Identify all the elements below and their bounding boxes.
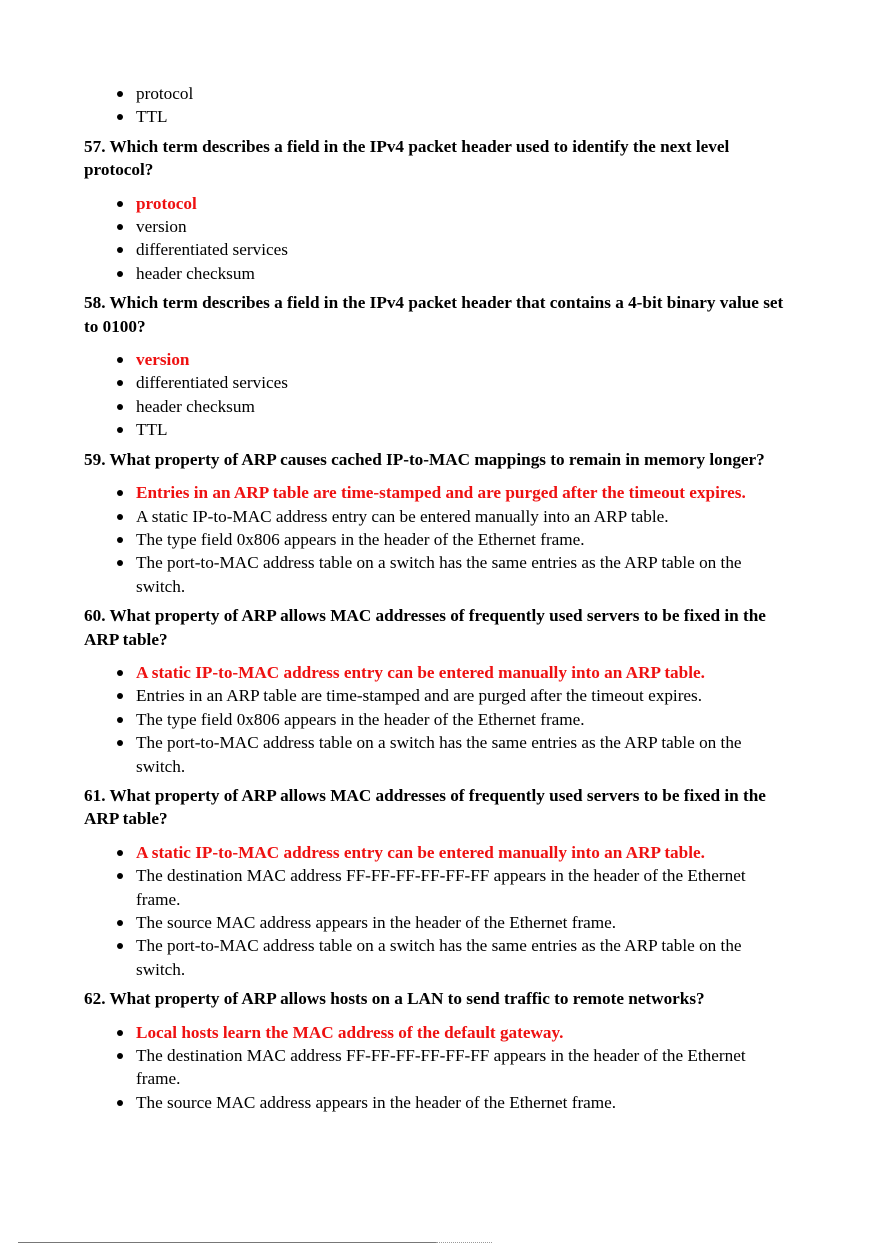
list-item: The type field 0x806 appears in the header of the Ethernet frame. — [136, 708, 796, 731]
list-item: version — [136, 215, 796, 238]
correct-answer: version — [136, 348, 796, 371]
options-list-62 — [84, 1021, 796, 1115]
list-item: A static IP-to-MAC address entry can be entered manually into an ARP table. — [136, 505, 796, 528]
quiz-content — [84, 82, 796, 1120]
list-item: The source MAC address appears in the header of the Ethernet frame. — [136, 1091, 796, 1114]
question-57: 57. Which term describes a field in the IPv4 packet header used to identify the next level protocol? — [84, 136, 730, 180]
list-item: Entries in an ARP table are time-stamped and are purged after the timeout expires. — [136, 684, 796, 707]
list-item: The port-to-MAC address table on a switch has the same entries as the ARP table on the switch. — [136, 551, 796, 598]
question-58: 58. Which term describes a field in the IPv4 packet header that contains a 4-bit binary value set to 0100? — [84, 293, 784, 336]
list-item: The destination MAC address FF-FF-FF-FF-FF-FF appears in the header of the Ethernet frame. — [136, 864, 796, 911]
question-60: 60. What property of ARP allows MAC addresses of frequently used servers to be fixed in the ARP table? — [84, 606, 766, 649]
list-item: The destination MAC address FF-FF-FF-FF-FF-FF appears in the header of the Ethernet frame. — [136, 1044, 796, 1091]
list-item: differentiated services — [136, 371, 796, 394]
question-61: 61. What property of ARP allows MAC addresses of frequently used servers to be fixed in the ARP table? — [84, 785, 766, 829]
question-62: 62. What property of ARP allows hosts on a LAN to send traffic to remote networks? — [84, 989, 705, 1009]
correct-answer: protocol — [136, 192, 796, 215]
list-item: The type field 0x806 appears in the header of the Ethernet frame. — [136, 528, 796, 551]
correct-answer: A static IP-to-MAC address entry can be entered manually into an ARP table. — [136, 661, 796, 684]
correct-answer: A static IP-to-MAC address entry can be entered manually into an ARP table. — [136, 841, 796, 864]
correct-answer: Local hosts learn the MAC address of the default gateway. — [136, 1021, 796, 1044]
list-item: differentiated services — [136, 238, 796, 261]
options-list-59 — [84, 481, 796, 598]
list-item: The port-to-MAC address table on a switch has the same entries as the ARP table on the switch. — [136, 731, 796, 778]
list-item: header checksum — [136, 395, 796, 418]
list-item: The port-to-MAC address table on a switch has the same entries as the ARP table on the switch. — [136, 934, 796, 981]
list-item: header checksum — [136, 262, 796, 285]
footer-dotted-divider — [436, 1242, 492, 1244]
options-list-60 — [84, 661, 796, 778]
correct-answer: Entries in an ARP table are time-stamped and are purged after the timeout expires. — [136, 481, 796, 504]
list-item: protocol — [136, 82, 796, 105]
lead-options-list — [84, 82, 796, 129]
options-list-58 — [84, 348, 796, 442]
options-list-61 — [84, 841, 796, 981]
list-item: TTL — [136, 105, 796, 128]
list-item: The source MAC address appears in the header of the Ethernet frame. — [136, 911, 796, 934]
options-list-57 — [84, 192, 796, 286]
question-59: 59. What property of ARP causes cached IP-to-MAC mappings to remain in memory longer? — [84, 449, 765, 469]
list-item: TTL — [136, 418, 796, 441]
footer-divider — [18, 1242, 436, 1243]
